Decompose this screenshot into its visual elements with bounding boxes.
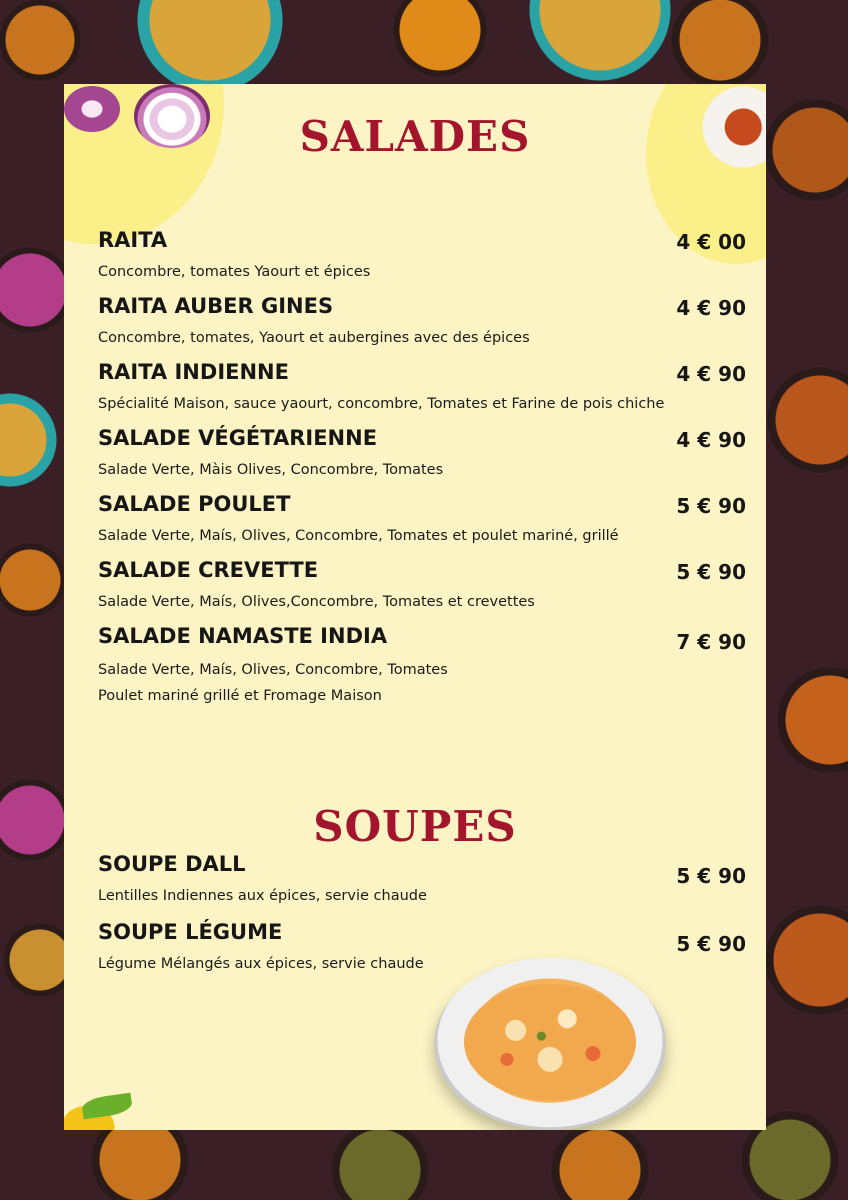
section-title-soupes: SOUPES bbox=[313, 802, 517, 851]
section-title-salades: SALADES bbox=[299, 112, 531, 161]
item-price: 4 € 00 bbox=[676, 230, 746, 254]
soup-contents bbox=[464, 984, 636, 1100]
item-description: Légume Mélangés aux épices, servie chaude bbox=[98, 956, 424, 972]
item-description: Poulet mariné grillé et Fromage Maison bbox=[98, 688, 382, 704]
item-price: 4 € 90 bbox=[676, 428, 746, 452]
item-name: SALADE NAMASTE INDIA bbox=[98, 624, 388, 648]
item-name: RAITA AUBER GINES bbox=[98, 294, 334, 318]
item-description: Concombre, tomates Yaourt et épices bbox=[98, 264, 371, 280]
item-description: Spécialité Maison, sauce yaourt, concombre, Tomates et Farine de pois chiche bbox=[98, 396, 665, 412]
item-description: Salade Verte, Maís, Olives, Concombre, Tomates bbox=[98, 662, 448, 678]
item-price: 5 € 90 bbox=[676, 560, 746, 584]
item-name: SALADE VÉGÉTARIENNE bbox=[98, 426, 378, 450]
item-description: Salade Verte, Màis Olives, Concombre, Tomates bbox=[98, 462, 444, 478]
item-name: RAITA INDIENNE bbox=[98, 360, 289, 384]
soup-bowl-image bbox=[434, 958, 666, 1130]
item-price: 7 € 90 bbox=[676, 630, 746, 654]
item-price: 5 € 90 bbox=[676, 932, 746, 956]
item-description: Concombre, tomates, Yaourt et aubergines avec des épices bbox=[98, 330, 530, 346]
item-price: 4 € 90 bbox=[676, 296, 746, 320]
item-name: SOUPE DALL bbox=[98, 852, 246, 876]
item-description: Salade Verte, Maís, Olives, Concombre, Tomates et poulet mariné, grillé bbox=[98, 528, 619, 544]
item-price: 5 € 90 bbox=[676, 864, 746, 888]
item-description: Lentilles Indiennes aux épices, servie chaude bbox=[98, 888, 427, 904]
leaf-decoration bbox=[81, 1093, 133, 1120]
item-name: SALADE POULET bbox=[98, 492, 291, 516]
item-name: SOUPE LÉGUME bbox=[98, 920, 283, 944]
menu-sheet bbox=[64, 84, 766, 1130]
item-price: 5 € 90 bbox=[676, 494, 746, 518]
item-name: SALADE CREVETTE bbox=[98, 558, 319, 582]
item-price: 4 € 90 bbox=[676, 362, 746, 386]
item-description: Salade Verte, Maís, Olives,Concombre, Tomates et crevettes bbox=[98, 594, 535, 610]
item-name: RAITA bbox=[98, 228, 168, 252]
